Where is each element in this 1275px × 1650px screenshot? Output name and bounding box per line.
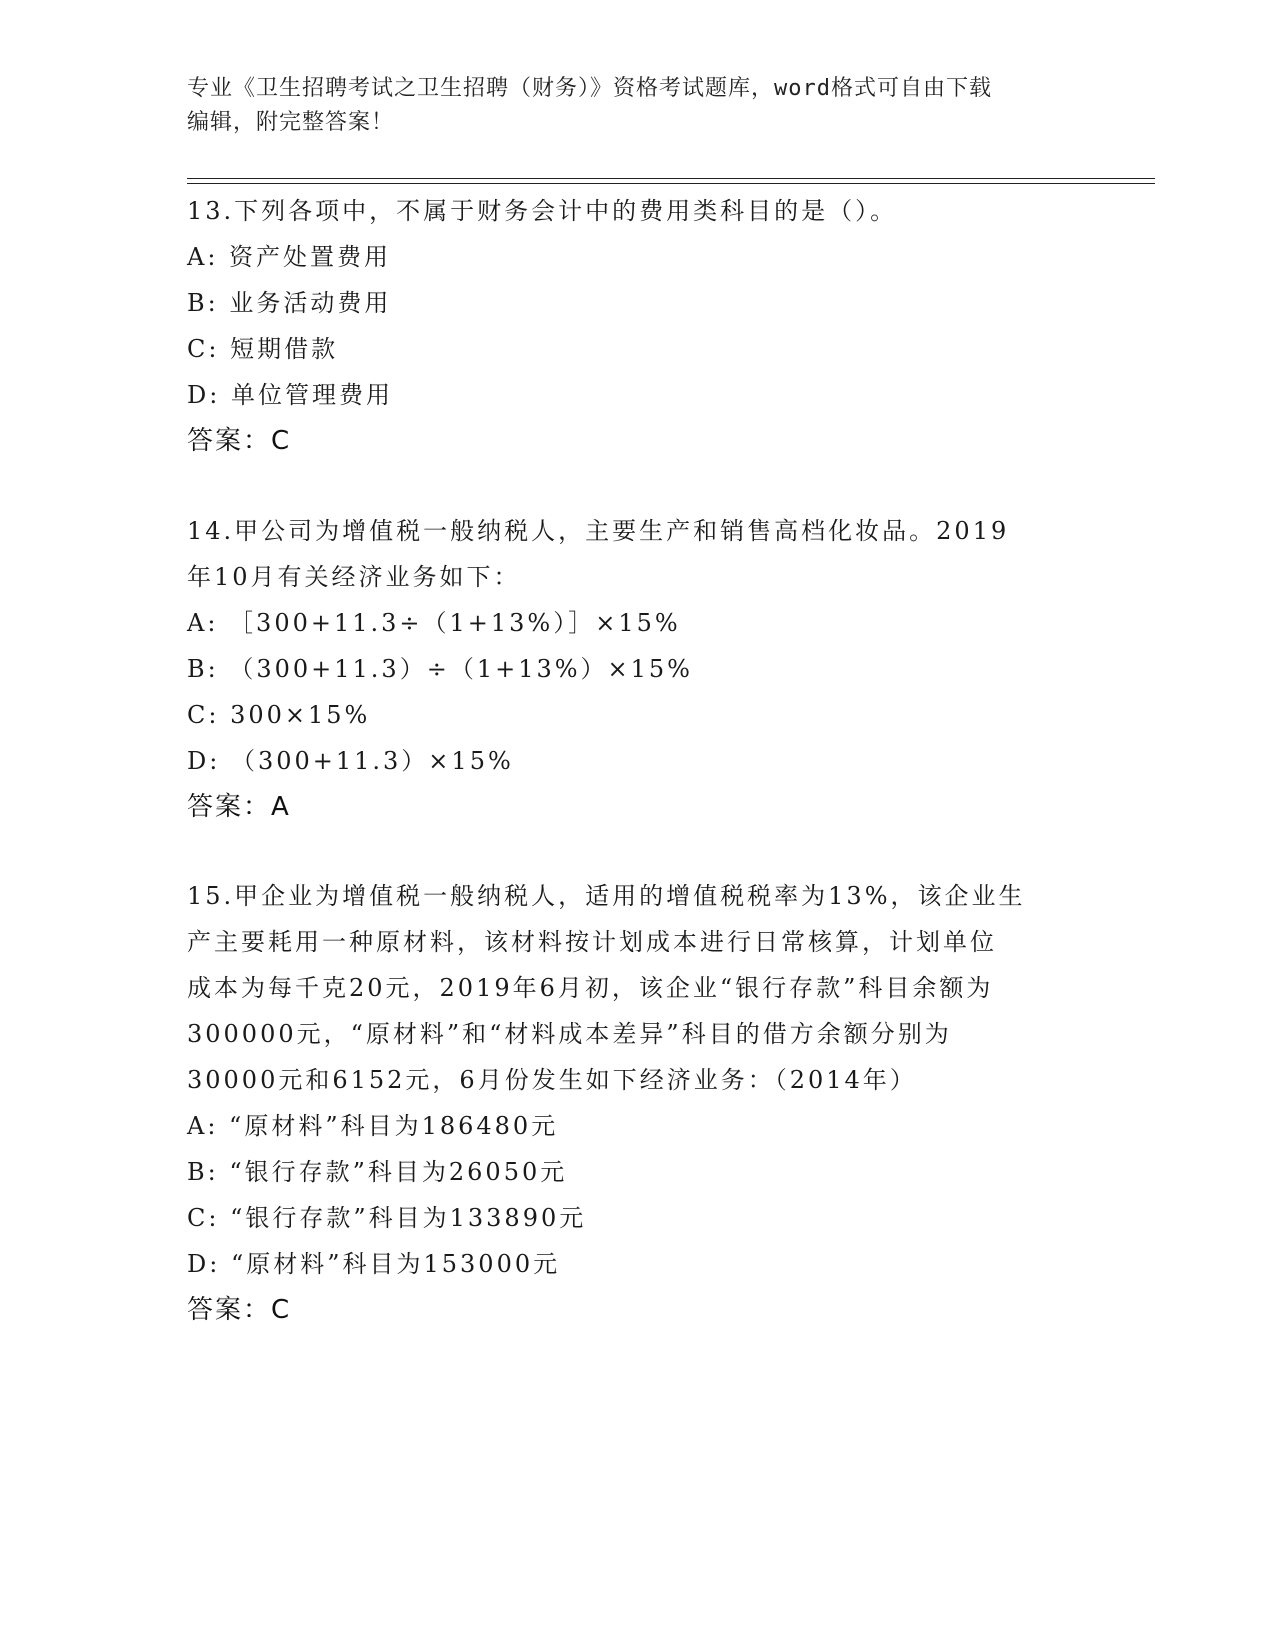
header-divider-top [187,178,1155,179]
question-stem: 产主要耗用一种原材料，该材料按计划成本进行日常核算，计划单位 [187,928,997,956]
question-stem: 15.甲企业为增值税一般纳税人，适用的增值税税率为13%，该企业生 [187,882,1026,910]
question-stem: 300000元，“原材料”和“材料成本差异”科目的借方余额分别为 [187,1020,952,1048]
option-a: A: ［300+11.3÷（1+13%）］×15% [187,609,681,637]
document-header-note [187,72,1087,140]
option-b: B: “银行存款”科目为26050元 [187,1158,568,1186]
option-b: B: 业务活动费用 [187,289,392,317]
question-14 [187,508,1087,830]
question-13 [187,188,1087,464]
question-15 [187,873,1087,1333]
option-d: D: 单位管理费用 [187,381,393,409]
option-c: C: 300×15% [187,701,371,729]
question-stem: 成本为每千克20元，2019年6月初，该企业“银行存款”科目余额为 [187,974,994,1002]
question-stem: 30000元和6152元，6月份发生如下经济业务：（2014年） [187,1066,917,1094]
option-a: A: “原材料”科目为186480元 [187,1112,559,1140]
header-line-1: 专业《卫生招聘考试之卫生招聘（财务）》资格考试题库，word格式可自由下载 [187,76,992,101]
answer-label: 答案：C [187,1295,292,1325]
option-d: D: “原材料”科目为153000元 [187,1250,561,1278]
option-d: D: （300+11.3）×15% [187,747,514,775]
question-stem: 年10月有关经济业务如下： [187,563,521,591]
header-line-2: 编辑，附完整答案！ [187,110,395,135]
header-divider-bottom [187,183,1155,184]
option-b: B: （300+11.3）÷（1+13%）×15% [187,655,693,683]
option-c: C: “银行存款”科目为133890元 [187,1204,587,1232]
answer-label: 答案：A [187,792,291,822]
question-stem: 14.甲公司为增值税一般纳税人，主要生产和销售高档化妆品。2019 [187,517,1010,545]
question-stem: 13.下列各项中，不属于财务会计中的费用类科目的是（）。 [187,197,898,225]
answer-label: 答案：C [187,426,292,456]
option-c: C: 短期借款 [187,335,339,363]
option-a: A: 资产处置费用 [187,243,392,271]
